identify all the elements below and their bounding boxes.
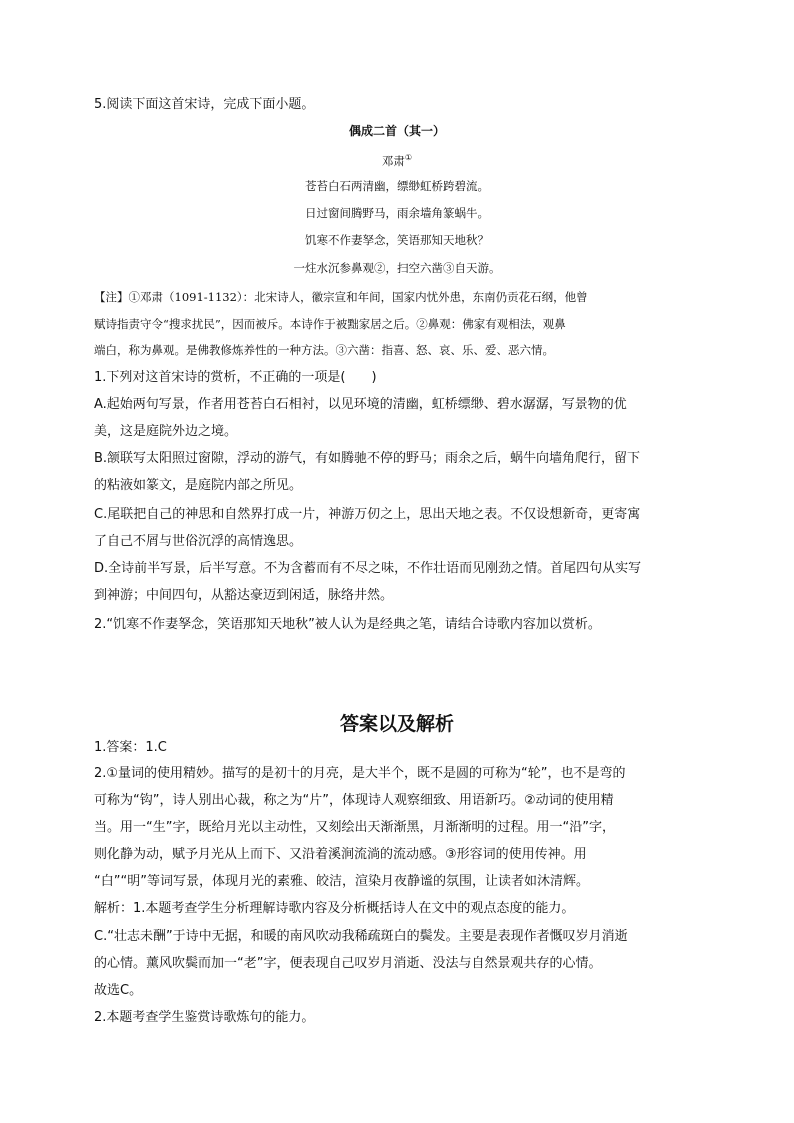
question-1-stem: 1.下列对这首宋诗的赏析，不正确的一项是( ) (94, 370, 377, 385)
poem-author-note-mark: ① (404, 153, 413, 162)
poem-line: 日过窗间腾野马，雨余墙角篆蜗牛。 (305, 206, 489, 220)
answer-line: 则化静为动，赋予月光从上而下、又沿着溪涧流淌的流动感。③形容词的使用传神。用 (94, 847, 587, 862)
analysis-line: 的心情。薰风吹鬓而加一“老”字，便表现自己叹岁月消逝、没法与自然景观共存的心情。 (94, 956, 602, 971)
answer-section-title: 答案以及解析 (339, 713, 454, 735)
poem-line: 苍苔白石两清幽，缥缈虹桥跨碧流。 (305, 179, 489, 193)
poem-title: 偶成二首（其一） (348, 124, 445, 138)
option-a-line: 美，这是庭院外边之境。 (94, 424, 238, 439)
poem-line: 饥寒不作妻孥念，笑语那知天地秋？ (305, 233, 489, 247)
answer-line: 1.答案：1.C (94, 740, 167, 755)
note-line: 赋诗指责守令“搜求扰民”，因而被斥。本诗作于被黜家居之后。②鼻观：佛家有观相法，观鼻 (94, 317, 566, 331)
option-d-line: 到神游；中间四句，从豁达豪迈到闲适，脉络井然。 (94, 588, 394, 603)
poem-author (0, 151, 794, 168)
question-2-stem: 2.“饥寒不作妻孥念，笑语那知天地秋”被人认为是经典之笔，请结合诗歌内容加以赏析。 (94, 617, 601, 632)
question-intro: 5.阅读下面这首宋诗，完成下面小题。 (94, 97, 315, 112)
answer-line: 可称为“钩”，诗人别出心裁，称之为“片”，体现诗人观察细致、用语新巧。②动词的使用精 (94, 793, 614, 808)
answer-line: “白”“明”等词写景，体现月光的素雅、皎洁，渲染月夜静谧的氛围，让读者如沐清辉。 (94, 874, 589, 889)
option-b-line: 的粘液如篆文，是庭院内部之所见。 (94, 478, 303, 493)
poem-line: 一炷水沉参鼻观②，扫空六凿③自天游。 (293, 261, 501, 275)
option-d-line: D.全诗前半写景，后半写意。不为含蓄而有不尽之味，不作壮语而见刚劲之情。首尾四句从实写 (94, 561, 642, 576)
option-a-line: A.起始两句写景，作者用苍苔白石相衬，以见环境的清幽，虹桥缥缈、碧水潺潺，写景物的优 (94, 397, 627, 412)
analysis-line: 故选C。 (94, 983, 143, 998)
note-line: 【注】①邓肃（1091-1132）：北宋诗人，徽宗宣和年间，国家内忧外患，东南仍贡花石纲，他曾 (94, 290, 588, 304)
option-c-line: C.尾联把自己的神思和自然界打成一片，神游万仞之上，思出天地之表。不仅设想新奇，更寄寓 (94, 507, 641, 522)
poem-author-name: 邓肃 (381, 153, 405, 168)
option-c-line: 了自己不屑与世俗沉浮的高情逸思。 (94, 534, 303, 549)
analysis-line: 2.本题考查学生鉴赏诗歌炼句的能力。 (94, 1010, 315, 1025)
note-line: 端白，称为鼻观。是佛教修炼养性的一种方法。③六凿：指喜、怒、哀、乐、爱、恶六情。 (94, 343, 554, 357)
option-b-line: B.颔联写太阳照过窗隙，浮动的游气，有如腾驰不停的野马；雨余之后，蜗牛向墙角爬行，留下 (94, 451, 641, 466)
answer-line: 2.①量词的使用精妙。描写的是初十的月亮，是大半个，既不是圆的可称为“轮”，也不是弯的 (94, 766, 626, 781)
analysis-line: 解析：1.本题考查学生分析理解诗歌内容及分析概括诗人在文中的观点态度的能力。 (94, 901, 575, 916)
answer-line: 当。用一“生”字，既给月光以主动性，又刻绘出天渐渐黑，月渐渐明的过程。用一“沿”字， (94, 820, 615, 835)
analysis-line: C.“壮志未酬”于诗中无据，和暖的南风吹动我稀疏斑白的鬓发。主要是表现作者慨叹岁月消逝 (94, 929, 628, 944)
